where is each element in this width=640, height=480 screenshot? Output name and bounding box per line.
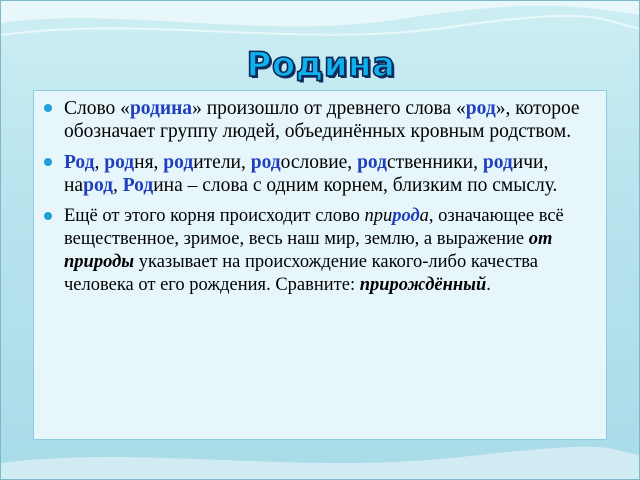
decorative-wave-bottom — [1, 439, 640, 479]
text-run: », которое обозначает группу людей, объединённых кровным родством. — [64, 98, 580, 142]
text-run: указывает на происхождение какого-либо качества человека от его рождения. Сравните: — [64, 252, 538, 295]
bullet-text — [64, 206, 564, 295]
text-run: род — [392, 206, 420, 226]
text-run: род — [482, 152, 513, 173]
text-run: Род — [64, 152, 95, 173]
bullet-dot-icon — [44, 158, 52, 166]
text-run: , означающее всё вещественное, зримое, весь наш мир, землю, а выражение — [64, 206, 564, 249]
text-run: » произошло от древнего слова « — [192, 98, 466, 119]
text-run: , — [94, 152, 105, 173]
text-run: Род — [122, 175, 154, 196]
text-run: ственники, — [386, 152, 483, 173]
slide-title: Родина — [246, 45, 396, 85]
bullet-dot-icon — [44, 212, 52, 220]
text-run: род — [83, 175, 113, 196]
text-run: ина – слова с одним корнем, близким по смыслу. — [153, 175, 558, 196]
text-run: род — [250, 152, 281, 173]
bullet-item-2 — [42, 151, 596, 197]
text-run: прирождённый — [359, 275, 487, 295]
text-run: род — [104, 152, 135, 173]
bullet-text — [64, 152, 557, 196]
text-run: род — [163, 152, 194, 173]
content-box — [33, 90, 607, 440]
text-run: Слово « — [64, 98, 130, 119]
text-run: ня, — [134, 152, 164, 173]
text-run: , — [113, 175, 123, 196]
bullet-item-1 — [42, 97, 596, 143]
text-run: ичи, на — [64, 152, 549, 196]
text-run: Ещё от этого корня происходит слово — [64, 206, 365, 226]
text-run: при — [364, 206, 393, 226]
bullet-text — [64, 98, 580, 142]
text-run: род — [465, 98, 496, 119]
text-run: от природы — [64, 229, 553, 272]
text-run: ословие, — [280, 152, 358, 173]
bullet-dot-icon — [44, 104, 52, 112]
text-run: родина — [129, 98, 193, 119]
text-run: . — [486, 275, 491, 295]
text-run: ители, — [193, 152, 251, 173]
text-run: а — [419, 206, 429, 226]
text-run: род — [357, 152, 387, 173]
bullet-item-3 — [42, 205, 596, 297]
